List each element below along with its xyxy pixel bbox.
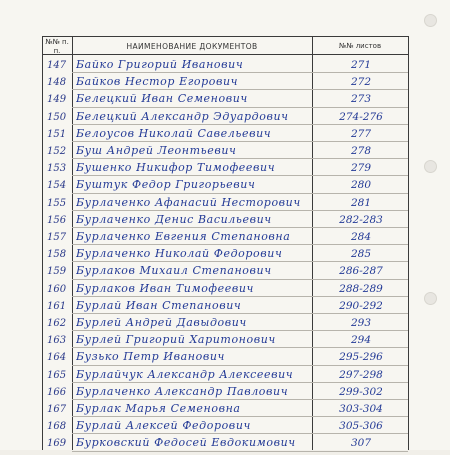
sheet-numbers: 305-306: [339, 420, 383, 433]
sheet-numbers: 281: [350, 196, 372, 209]
sheet-numbers: 294: [350, 334, 372, 347]
sheet-numbers: 272: [350, 76, 372, 89]
row-number: 148: [47, 77, 67, 89]
person-name: Белоусов Николай Савельевич: [76, 126, 272, 140]
sheet-numbers: 279: [350, 162, 372, 175]
row-number: 147: [47, 60, 67, 71]
person-name: Белецкий Александр Эдуардович: [76, 109, 289, 123]
person-name: Бурлаченко Денис Васильевич: [76, 212, 272, 226]
row-number: 151: [47, 128, 67, 140]
sheet-numbers: 274-276: [339, 110, 383, 123]
header-sheets: №№ листов: [338, 42, 382, 50]
row-number: 163: [47, 335, 67, 347]
table-top-border: [42, 36, 408, 37]
person-name: Бурлай Иван Степанович: [76, 298, 242, 312]
row-number: 162: [47, 318, 67, 329]
row-number: 161: [47, 300, 67, 312]
sheet-numbers: 290-292: [339, 299, 383, 312]
sheet-numbers: 284: [350, 231, 372, 243]
sheet-numbers: 303-304: [339, 403, 383, 415]
person-name: Бурковский Федосей Евдокимович: [76, 436, 296, 450]
sheet-numbers: 293: [350, 317, 372, 329]
row-number: 153: [47, 163, 67, 175]
row-number: 149: [47, 94, 67, 106]
person-name: Бурлак Марья Семеновна: [76, 402, 241, 415]
header-bottom-border: [42, 54, 408, 55]
person-name: Буштук Федор Григорьевич: [76, 178, 256, 192]
person-name: Бурлаченко Афанасий Несторович: [76, 195, 301, 209]
sheet-numbers: 286-287: [339, 265, 383, 278]
row-number: 165: [47, 369, 67, 381]
row-number: 155: [47, 197, 67, 209]
sheet-numbers: 288-289: [339, 282, 383, 295]
sheet-numbers: 282-283: [339, 213, 383, 226]
header-number: №№ п. п.: [45, 38, 69, 55]
row-number: 150: [47, 111, 67, 123]
row-number: 168: [47, 421, 67, 433]
row-number: 169: [47, 438, 67, 450]
person-name: Бурлаченко Евгения Степановна: [76, 230, 291, 243]
person-name: Бурлей Андрей Давыдович: [76, 316, 247, 329]
person-name: Буш Андрей Леонтьевич: [76, 144, 237, 157]
person-name: Бурлаков Иван Тимофеевич: [76, 281, 254, 295]
person-name: Байков Нестор Егорович: [76, 75, 239, 89]
sheet-numbers: 280: [350, 179, 372, 192]
row-number: 156: [47, 214, 67, 226]
sheet-numbers: 273: [350, 93, 372, 106]
sheet-numbers: 299-302: [339, 385, 383, 398]
row-number: 164: [47, 352, 67, 364]
row-number: 166: [47, 386, 67, 398]
row-number: 154: [47, 180, 67, 192]
person-name: Бурлаков Михаил Степанович: [76, 264, 272, 278]
row-number: 157: [47, 232, 67, 243]
sheet-numbers: 297-298: [339, 368, 383, 381]
person-name: Бурлаченко Александр Павлович: [76, 384, 289, 398]
header-documents: НАИМЕНОВАНИЕ ДОКУМЕНТОВ: [126, 42, 258, 51]
person-name: Бузько Петр Иванович: [76, 350, 225, 364]
row-number: 159: [47, 266, 67, 278]
row-number: 167: [47, 404, 67, 415]
person-name: Белецкий Иван Семенович: [76, 92, 248, 106]
person-name: Байко Григорий Иванович: [76, 58, 244, 71]
sheet-numbers: 278: [350, 145, 372, 157]
person-name: Бурлай Алексей Федорович: [76, 419, 251, 433]
person-name: Бушенко Никифор Тимофеевич: [76, 161, 276, 175]
table-row: [0, 434, 450, 455]
sheet-numbers: 285: [350, 248, 372, 261]
row-number: 160: [47, 283, 67, 295]
person-name: Бурлей Григорий Харитонович: [76, 333, 276, 347]
row-number: 152: [47, 146, 67, 157]
person-name: Бурлаченко Николай Федорович: [76, 247, 283, 261]
row-rule: [72, 451, 408, 452]
person-name: Бурлайчук Александр Алексеевич: [76, 367, 294, 381]
row-number: 158: [47, 249, 67, 261]
sheet-numbers: 277: [350, 127, 372, 140]
punch-hole: [424, 14, 437, 27]
sheet-numbers: 295-296: [339, 351, 383, 364]
sheet-numbers: 271: [350, 59, 372, 71]
sheet-numbers: 307: [350, 437, 372, 450]
